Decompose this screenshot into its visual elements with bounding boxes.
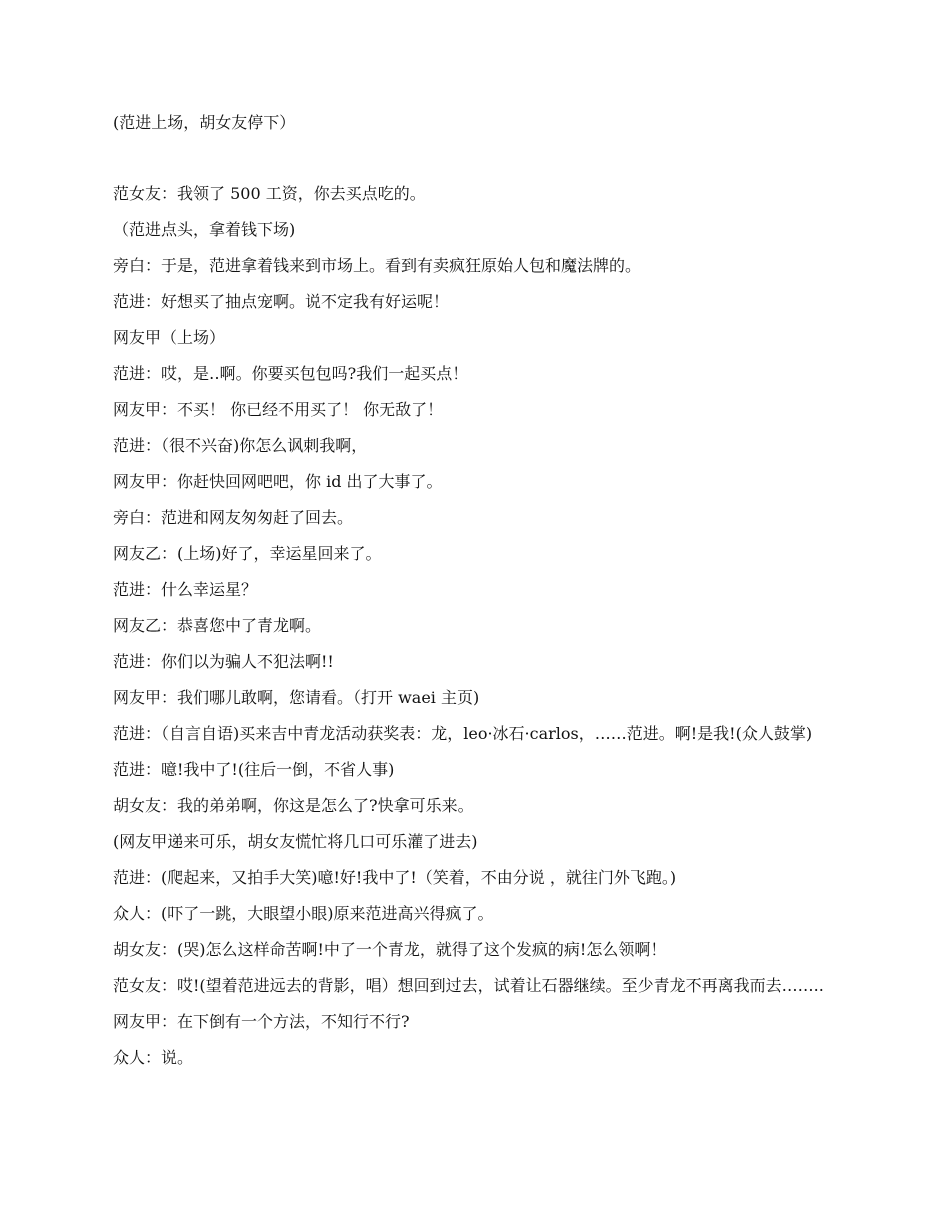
dialogue-line: 范进：你们以为骗人不犯法啊!! xyxy=(113,652,334,671)
dialogue-line: 范进：（很不兴奋)你怎么讽刺我啊， xyxy=(113,436,368,455)
dialogue-line: 范进：哎，是‥啊。你要买包包吗?我们一起买点！ xyxy=(113,364,469,383)
dialogue-line: 网友甲：我们哪儿敢啊，您请看。（打开 waei 主页) xyxy=(113,688,480,707)
dialogue-line: 网友甲：在下倒有一个方法，不知行不行? xyxy=(113,1012,410,1031)
dialogue-line: 众人：说。 xyxy=(113,1048,194,1067)
dialogue-line: 网友乙：(上场)好了，幸运星回来了。 xyxy=(113,544,382,563)
dialogue-line: 网友甲：不买！ 你已经不用买了！ 你无敌了！ xyxy=(113,400,444,419)
stage-direction: (范进上场，胡女友停下） xyxy=(113,113,296,132)
dialogue-line: 网友乙：恭喜您中了青龙啊。 xyxy=(113,616,322,635)
stage-direction: 网友甲（上场） xyxy=(113,328,226,347)
stage-direction: （范进点头，拿着钱下场) xyxy=(113,220,296,239)
dialogue-line: 胡女友：我的弟弟啊，你这是怎么了?快拿可乐来。 xyxy=(113,796,474,815)
dialogue-line: 范进：什么幸运星？ xyxy=(113,580,258,599)
dialogue-line: 胡女友：(哭)怎么这样命苦啊!中了一个青龙，就得了这个发疯的病!怎么领啊！ xyxy=(113,940,667,959)
stage-direction: (网友甲递来可乐，胡女友慌忙将几口可乐灌了进去) xyxy=(113,832,478,851)
dialogue-line: 众人：(吓了一跳，大眼望小眼)原来范进高兴得疯了。 xyxy=(113,904,494,923)
dialogue-line: 范进：(爬起来，又拍手大笑)噫!好!我中了!（笑着，不由分说 ，就往门外飞跑。) xyxy=(113,868,677,887)
dialogue-line: 范进：（自言自语)买来吉中青龙活动获奖表：龙，leo·冰石·carlos，……范进。啊!是我!(众人鼓掌) xyxy=(113,724,813,743)
document-body xyxy=(113,112,843,1083)
dialogue-line: 网友甲：你赶快回网吧吧，你 id 出了大事了。 xyxy=(113,472,443,491)
dialogue-line: 范进：好想买了抽点宠啊。说不定我有好运呢！ xyxy=(113,292,450,311)
narration-line: 旁白：于是，范进拿着钱来到市场上。看到有卖疯狂原始人包和魔法牌的。 xyxy=(113,256,642,275)
narration-line: 旁白：范进和网友匆匆赶了回去。 xyxy=(113,508,354,527)
dialogue-line: 范进：噫!我中了!(往后一倒，不省人事) xyxy=(113,760,395,779)
dialogue-line: 范女友：哎!(望着范进远去的背影，唱）想回到过去，试着让石器继续。至少青龙不再离我而去…….. xyxy=(113,976,824,995)
dialogue-line: 范女友：我领了 500 工资，你去买点吃的。 xyxy=(113,184,426,203)
